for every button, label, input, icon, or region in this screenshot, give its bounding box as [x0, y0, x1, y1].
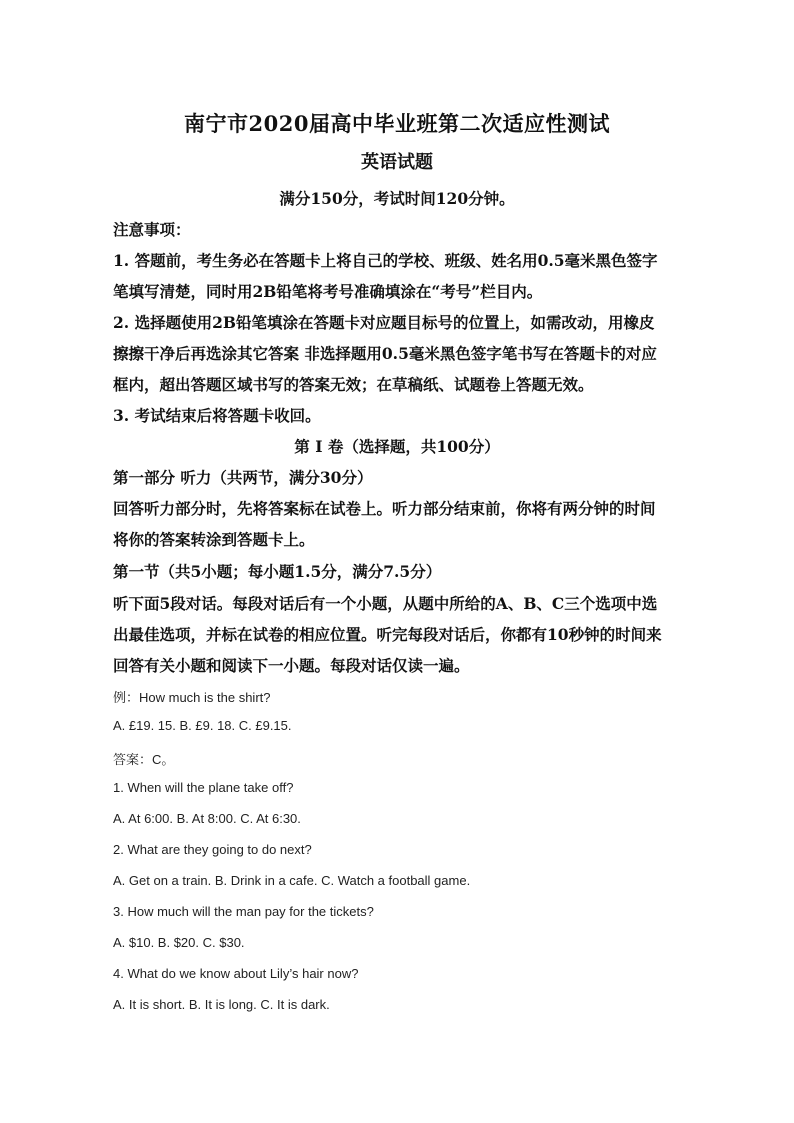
notice-line: 框内，超出答题区域书写的答案无效；在草稿纸、试题卷上答题无效。	[113, 375, 594, 394]
question-3-options: A. $10. B. $20. C. $30.	[113, 935, 245, 950]
question-1-options: A. At 6:00. B. At 8:00. C. At 6:30.	[113, 811, 301, 826]
question-2-options: A. Get on a train. B. Drink in a cafe. C. Watch a football game.	[113, 873, 471, 888]
section1-instruction-line: 回答有关小题和阅读下一小题。每段对话仅读一遍。	[113, 656, 470, 675]
example-question: 例：How much is the shirt?	[113, 690, 271, 705]
notice-line: 2. 选择题使用2B铅笔填涂在答题卡对应题目标号的位置上，如需改动，用橡皮	[113, 313, 655, 332]
question-4: 4. What do we know about Lily’s hair now?	[113, 966, 359, 981]
volume-heading: 第 I 卷（选择题，共100分）	[294, 437, 500, 456]
question-1: 1. When will the plane take off?	[113, 780, 294, 795]
score-time-note: 满分150分，考试时间120分钟。	[279, 189, 515, 208]
notice-heading: 注意事项：	[113, 220, 191, 239]
section1-instruction-line: 听下面5段对话。每段对话后有一个小题，从题中所给的A、B、C三个选项中选	[113, 594, 658, 613]
notice-line: 3. 考试结束后将答题卡收回。	[113, 406, 321, 425]
part1-instruction-line: 回答听力部分时，先将答案标在试卷上。听力部分结束前，你将有两分钟的时间	[113, 499, 656, 518]
section1-heading: 第一节（共5小题；每小题1.5分，满分7.5分）	[113, 562, 442, 581]
part1-instruction-line: 将你的答案转涂到答题卡上。	[113, 530, 315, 549]
notice-line: 笔填写清楚，同时用2B铅笔将考号准确填涂在“考号”栏目内。	[113, 282, 543, 301]
example-answer: 答案：C。	[113, 752, 175, 767]
notice-line: 擦擦干净后再选涂其它答案 非选择题用0.5毫米黑色签字笔书写在答题卡的对应	[113, 344, 657, 363]
exam-title: 南宁市2020届高中毕业班第二次适应性测试	[184, 111, 610, 136]
question-3: 3. How much will the man pay for the tickets?	[113, 904, 374, 919]
question-4-options: A. It is short. B. It is long. C. It is dark.	[113, 997, 330, 1012]
example-options: A. £19. 15. B. £9. 18. C. £9.15.	[113, 718, 292, 733]
subject-title: 英语试题	[361, 152, 433, 173]
notice-line: 1. 答题前，考生务必在答题卡上将自己的学校、班级、姓名用0.5毫米黑色签字	[113, 251, 658, 270]
part1-heading: 第一部分 听力（共两节，满分30分）	[113, 468, 373, 487]
section1-instruction-line: 出最佳选项，并标在试卷的相应位置。听完每段对话后，你都有10秒钟的时间来	[113, 625, 662, 644]
question-2: 2. What are they going to do next?	[113, 842, 312, 857]
